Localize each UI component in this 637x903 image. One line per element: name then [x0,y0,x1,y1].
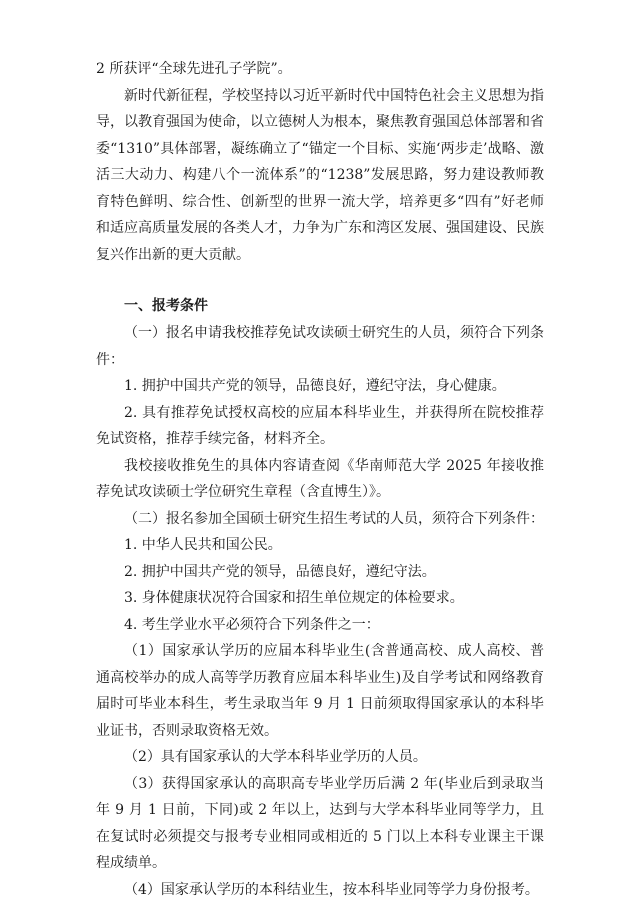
intro-paragraph: 新时代新征程，学校坚持以习近平新时代中国特色社会主义思想为指导，以教育强国为使命，以立德树人为根本，聚焦教育强国总体部署和省委“1310”具体部署，凝练确立了“锚定一个目标、实施‘两步走’战略、激活三大动力、构建八个一流体系”的“1238”发展思路，努力建设教师教育特色鲜明、综合性、创新型的世界一流大学，培养更多“四有”好老师和适应高质量发展的各类人才，力争为广东和湾区发展、强国建设、民族复兴作出新的更大贡献。 [96,83,544,269]
subsection-1-title: （一）报名申请我校推荐免试攻读硕士研究生的人员，须符合下列条件： [96,320,544,373]
subsection-2-item-1: 1. 中华人民共和国公民。 [96,532,544,559]
subsection-1-item-2: 2. 具有推荐免试授权高校的应届本科毕业生，并获得所在院校推荐免试资格，推荐手续完备，材料齐全。 [96,400,544,453]
subsection-2-item-2: 2. 拥护中国共产党的领导，品德良好，遵纪守法。 [96,559,544,586]
subsection-2-item-3: 3. 身体健康状况符合国家和招生单位规定的体检要求。 [96,585,544,612]
subsection-1-note: 我校接收推免生的具体内容请查阅《华南师范大学 2025 年接收推荐免试攻读硕士学位研究生章程（含直博生）》。 [96,453,544,506]
condition-3: （3）获得国家承认的高职高专毕业学历后满 2 年(毕业后到录取当年 9 月 1 日前，下同)或 2 年以上，达到与大学本科毕业同等学力，且在复试时必须提交与报考专业相同或相近的 5 门以上本科专业课主干课程成绩单。 [96,771,544,877]
section-heading: 一、报考条件 [96,292,544,320]
condition-1: （1）国家承认学历的应届本科毕业生(含普通高校、成人高校、普通高校举办的成人高等学历教育应届本科毕业生)及自学考试和网络教育届时可毕业本科生，考生录取当年 9 月 1 日前须取得国家承认的本科毕业证书，否则录取资格无效。 [96,638,544,744]
subsection-2-title: （二）报名参加全国硕士研究生招生考试的人员，须符合下列条件： [96,506,544,533]
subsection-1-item-1: 1. 拥护中国共产党的领导，品德良好，遵纪守法，身心健康。 [96,373,544,400]
condition-4: （4）国家承认学历的本科结业生，按本科毕业同等学力身份报考。 [96,877,544,903]
subsection-2-item-4: 4. 考生学业水平必须符合下列条件之一： [96,612,544,639]
document-page [96,56,544,903]
condition-2: （2）具有国家承认的大学本科毕业学历的人员。 [96,744,544,771]
intro-continued-line: 2 所获评“全球先进孔子学院”。 [96,56,544,83]
